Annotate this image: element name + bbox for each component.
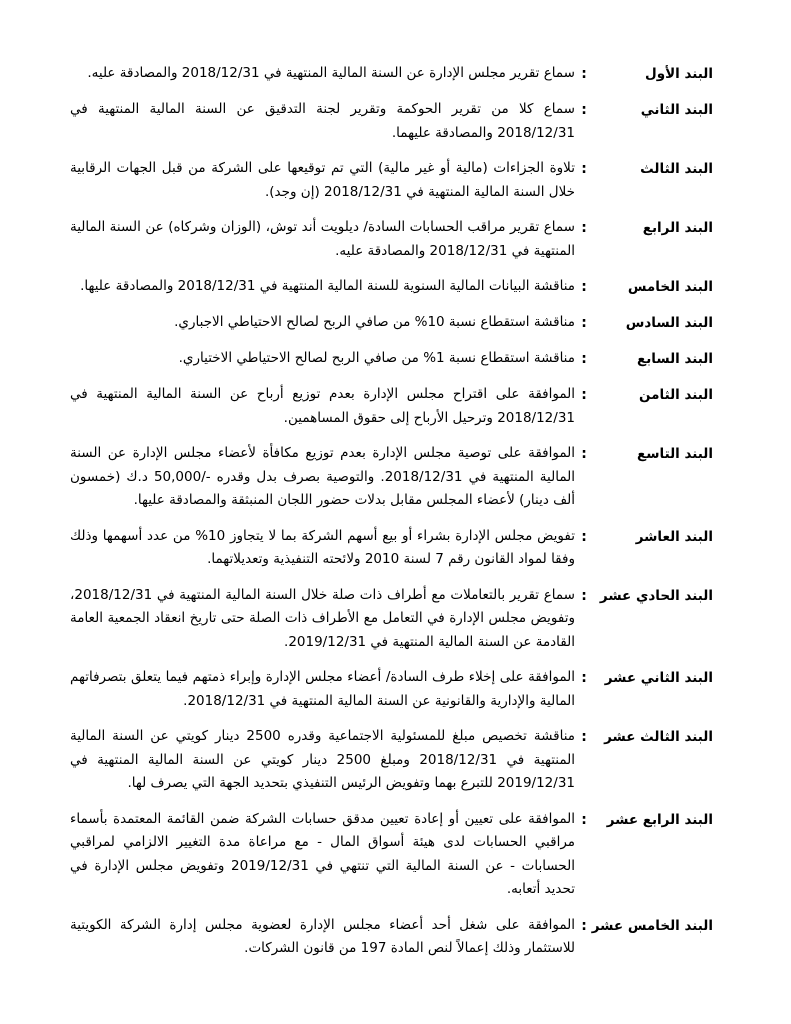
agenda-item xyxy=(70,584,713,655)
agenda-item-label: البند الخامس xyxy=(627,279,713,295)
agenda-item xyxy=(70,275,713,299)
agenda-item-colon: : xyxy=(581,811,587,828)
agenda-item-text: مناقشة البيانات المالية السنوية للسنة المالية المنتهية في 2018/12/31 والمصادقة عليها. xyxy=(80,278,575,294)
agenda-item-colon: : xyxy=(581,670,587,686)
agenda-item-label: البند العاشر xyxy=(635,528,713,545)
agenda-item-label: البند الثالث xyxy=(640,161,713,177)
agenda-item xyxy=(70,98,713,145)
agenda-item-colon: : xyxy=(581,102,587,118)
agenda-item-colon: : xyxy=(581,66,587,82)
agenda-item-text: سماع كلا من تقرير الحوكمة وتقرير لجنة التدقيق عن السنة المالية المنتهية في 2018/12/31 والمصادقة عليهما. xyxy=(70,101,575,141)
agenda-item xyxy=(70,347,713,371)
agenda-item-colon: : xyxy=(581,220,587,236)
agenda-item-text: الموافقة على إخلاء طرف السادة/ أعضاء مجلس الإدارة وإبراء ذمتهم فيما يتعلق بتصرفاتهم المالية والإدارية والقانونية عن السنة المالية المنتهية في 2018/12/31. xyxy=(70,669,575,709)
agenda-item-text: تلاوة الجزاءات (مالية أو غير مالية) التي تم توقيعها على الشركة من قبل الجهات الرقابية خلال السنة المالية المنتهية في 2018/12/31 (إن وجد). xyxy=(70,160,575,200)
agenda-item xyxy=(70,311,713,335)
agenda-item-text: مناقشة تخصيص مبلغ للمسئولية الاجتماعية وقدره 2500 دينار كويتي عن السنة المالية المنتهية في 2018/12/31 ومبلغ 2500 دينار كويتي عن السنة المالية المنتهية في 2019/12/31 للتبرع بهما وتفويض الرئيس التنفيذي بتحديد الجهة التي يصرف لها. xyxy=(70,728,576,791)
agenda-list xyxy=(70,62,713,961)
agenda-item-label: البند الثاني عشر xyxy=(604,670,713,686)
agenda-item-label: البند الحادي عشر xyxy=(599,587,713,604)
agenda-item-text: مناقشة استقطاع نسبة 1% من صافي الربح لصالح الاحتياطي الاختياري. xyxy=(178,350,575,366)
agenda-item xyxy=(70,808,713,902)
agenda-item-text: مناقشة استقطاع نسبة 10% من صافي الربح لصالح الاحتياطي الاجباري. xyxy=(174,314,575,330)
agenda-item-colon: : xyxy=(581,528,587,545)
agenda-item-label: البند الرابع xyxy=(642,220,713,236)
agenda-item-colon: : xyxy=(581,729,587,745)
agenda-item-label: البند الثالث عشر xyxy=(604,729,713,745)
agenda-item-label: البند السابع xyxy=(636,351,713,367)
agenda-item-colon: : xyxy=(581,315,587,331)
agenda-item-label: البند الأول xyxy=(644,66,713,82)
agenda-item-label: البند التاسع xyxy=(637,446,713,462)
agenda-item-text: تفويض مجلس الإدارة بشراء أو بيع أسهم الشركة بما لا يتجاوز 10% من عدد أسهمها وذلك وفقا لمواد القانون رقم 7 لسنة 2010 ولائحته التنفيذية وتعديلاتهما. xyxy=(70,527,575,567)
agenda-item-text: الموافقة على اقتراح مجلس الإدارة بعدم توزيع أرباح عن السنة المالية المنتهية في 2018/12/31 وترحيل الأرباح إلى حقوق المساهمين. xyxy=(70,386,575,426)
agenda-item xyxy=(70,383,713,430)
agenda-item-colon: : xyxy=(581,446,587,462)
agenda-item xyxy=(70,525,713,572)
agenda-item-text: سماع تقرير مراقب الحسابات السادة/ ديلويت أند توش، (الوزان وشركاه) عن السنة المالية المنتهية في 2018/12/31 والمصادقة عليه. xyxy=(70,219,575,259)
agenda-item-label: البند الثاني xyxy=(640,102,713,118)
agenda-item-colon: : xyxy=(581,161,587,177)
agenda-item-colon: : xyxy=(581,279,587,295)
agenda-item-colon: : xyxy=(581,387,587,403)
agenda-item xyxy=(70,442,713,513)
agenda-item xyxy=(70,914,713,961)
agenda-item-colon: : xyxy=(581,917,587,934)
agenda-item-colon: : xyxy=(581,351,587,367)
agenda-item xyxy=(70,666,713,713)
agenda-item-text: سماع تقرير مجلس الإدارة عن السنة المالية المنتهية في 2018/12/31 والمصادقة عليه. xyxy=(87,65,575,81)
agenda-item-text: الموافقة على تعيين أو إعادة تعيين مدقق حسابات الشركة ضمن القائمة المعتمدة بأسماء مراقبي الحسابات لدى هيئة أسواق المال - مع مراعاة مدة التغيير الالزامي لمراقبي الحسابات - عن السنة المالية التي تنتهي في 2019/12/31 وتفويض مجلس الإدارة في تحديد أتعابه. xyxy=(70,810,575,897)
agenda-item xyxy=(70,725,713,796)
agenda-item-colon: : xyxy=(581,587,587,604)
agenda-item-text: الموافقة على توصية مجلس الإدارة بعدم توزيع مكافأة لأعضاء مجلس الإدارة عن السنة المالية المنتهية في 2018/12/31. والتوصية بصرف بدل وقدره -/50,000 د.ك (خمسون ألف دينار) لأعضاء المجلس مقابل بدلات حضور اللجان المنبثقة والمصادقة عليها. xyxy=(70,445,575,508)
agenda-item xyxy=(70,62,713,86)
agenda-item-label: البند السادس xyxy=(625,315,713,331)
agenda-item-label: البند الخامس عشر xyxy=(591,917,713,934)
agenda-item xyxy=(70,157,713,204)
agenda-item-label: البند الثامن xyxy=(639,387,713,403)
agenda-item-label: البند الرابع عشر xyxy=(606,811,713,828)
agenda-item-text: سماع تقرير بالتعاملات مع أطراف ذات صلة خلال السنة المالية المنتهية في 2018/12/31، وتفويض مجلس الإدارة في التعامل مع الأطراف ذات الصلة حتى تاريخ انعقاد الجمعية العامة القادمة عن السنة المالية المنتهية في 2019/12/31. xyxy=(70,586,575,650)
agenda-item xyxy=(70,216,713,263)
agenda-item-text: الموافقة على شغل أحد أعضاء مجلس الإدارة لعضوية مجلس إدارة الشركة الكويتية للاستثمار وذلك إعمالاً لنص المادة 197 من قانون الشركات. xyxy=(70,916,575,956)
